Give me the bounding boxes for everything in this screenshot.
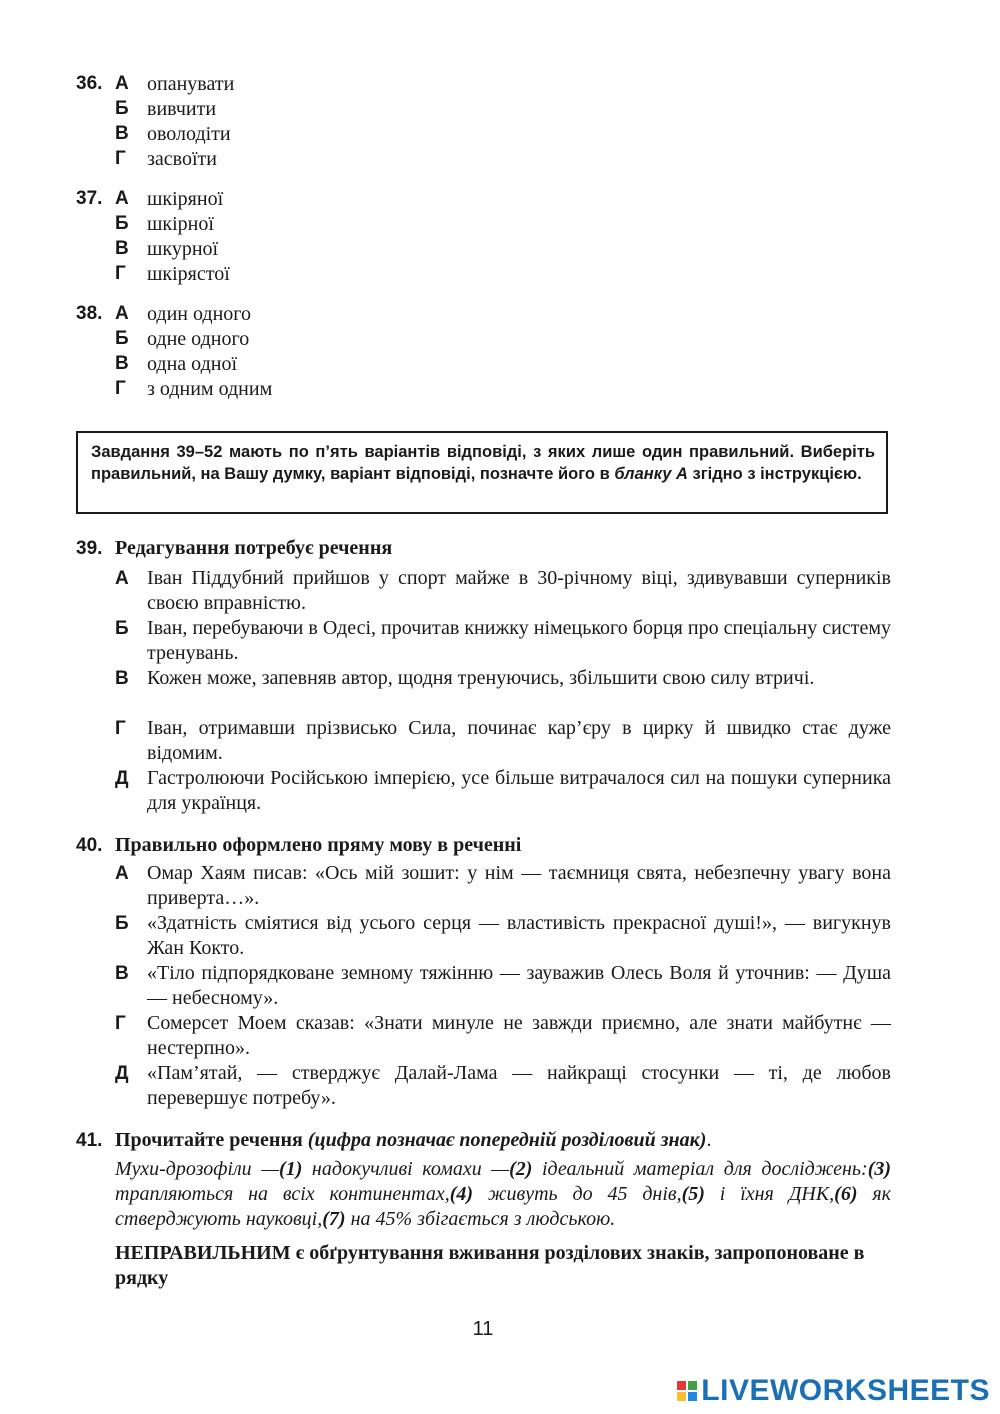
option-text: Гастролюючи Російською імперією, усе більше витрачалося сил на пошуки суперника для українця. bbox=[147, 767, 891, 814]
sentence-part: і їхня ДНК, bbox=[704, 1183, 835, 1205]
sentence-part: ідеальний матеріал для досліджень: bbox=[532, 1158, 868, 1180]
option-text: «Пам’ятай, — стверджує Далай-Лама — найкращі стосунки — ті, де любов перевершує потребу». bbox=[147, 1062, 891, 1109]
task-upper: НЕПРАВИЛЬНИМ bbox=[115, 1242, 291, 1264]
option-text: Кожен може, запевняв автор, щодня тренуючись, збільшити свою силу втричі. bbox=[147, 667, 815, 689]
option-text: опанувати bbox=[147, 73, 235, 95]
option-letter: А bbox=[115, 73, 129, 94]
option-text: оволодіти bbox=[147, 123, 231, 145]
instruction-part1: Завдання 39–52 мають по п’ять варіантів відповіді, з яких лише один правильний. Виберіть правильний, на Вашу думку, варіант відповіді, позначте його в bbox=[91, 443, 875, 483]
option-letter: Г bbox=[115, 1013, 126, 1034]
logo-square bbox=[688, 1381, 697, 1390]
option-text: шкурної bbox=[147, 238, 219, 260]
instruction-box bbox=[76, 431, 888, 514]
sentence-part: надокучливі комахи — bbox=[302, 1158, 510, 1180]
task-rest: є обґрунтування вживання розділових знаків, запропоноване в рядку bbox=[115, 1242, 865, 1289]
sentence-mark: (3) bbox=[867, 1158, 892, 1180]
question-41-stem bbox=[115, 1128, 891, 1153]
option-letter: А bbox=[115, 863, 129, 884]
question-41-stem-end: . bbox=[706, 1129, 712, 1151]
question-41-number: 41. bbox=[76, 1130, 103, 1151]
option-text: Сомерсет Моем сказав: «Знати минуле не завжди приємно, але знати майбутнє — нестерпно». bbox=[147, 1012, 891, 1059]
option-text: «Здатність сміятися від усього серця — властивість прекрасної душі!», — вигукнув Жан Кокто. bbox=[147, 912, 891, 959]
sentence-part: як стверджують науковці, bbox=[115, 1183, 892, 1230]
option-text: вивчити bbox=[147, 98, 217, 120]
option-letter: А bbox=[115, 188, 129, 209]
sentence-part: на 45% збігається з людською. bbox=[345, 1208, 616, 1230]
option-letter: Б bbox=[115, 913, 129, 934]
option-letter: А bbox=[115, 303, 129, 324]
sentence-mark: (1) bbox=[279, 1158, 303, 1180]
option-letter: Г bbox=[115, 378, 126, 399]
question-37-number: 37. bbox=[76, 188, 103, 209]
option-text: «Тіло підпорядковане земному тяжінню — зауважив Олесь Воля й уточнив: — Душа — небесному». bbox=[147, 962, 891, 1009]
option-text: засвоїти bbox=[147, 148, 217, 170]
option-text: Омар Хаям писав: «Ось мій зошит: у нім — таємниця свята, небезпечну увагу вона приверта…». bbox=[147, 862, 891, 909]
question-40-number: 40. bbox=[76, 835, 103, 856]
option-letter: Б bbox=[115, 213, 129, 234]
question-41-sentence bbox=[115, 1157, 891, 1232]
option-letter: Г bbox=[115, 263, 126, 284]
sentence-part: живуть до 45 днів, bbox=[473, 1183, 682, 1205]
option-text: Іван Піддубний прийшов у спорт майже в 30-річному віці, здивувавши суперників своєю вправністю. bbox=[147, 567, 891, 614]
question-41-task bbox=[115, 1241, 891, 1291]
option-letter: Б bbox=[115, 618, 129, 639]
sentence-mark: (2) bbox=[509, 1158, 533, 1180]
logo-square bbox=[688, 1392, 697, 1401]
option-text: Іван, отримавши прізвисько Сила, починає кар’єру в цирку й швидко стає дуже відомим. bbox=[147, 717, 891, 764]
question-36-number: 36. bbox=[76, 73, 103, 94]
option-text: з одним одним bbox=[147, 378, 273, 400]
question-40-stem: Правильно оформлено пряму мову в реченні bbox=[115, 834, 522, 856]
option-text: Іван, перебуваючи в Одесі, прочитав книжку німецького борця про спеціальну систему тренувань. bbox=[147, 617, 891, 664]
option-text: одна одної bbox=[147, 353, 238, 375]
option-letter: Г bbox=[115, 718, 126, 739]
option-letter: Б bbox=[115, 328, 129, 349]
sentence-mark: (6) bbox=[834, 1183, 858, 1205]
logo-square bbox=[677, 1392, 686, 1401]
instruction-part2: згідно з інструкцією. bbox=[687, 465, 862, 483]
option-letter: В bbox=[115, 238, 129, 259]
sentence-mark: (7) bbox=[322, 1208, 346, 1230]
option-text: шкіряної bbox=[147, 188, 224, 210]
option-letter: В bbox=[115, 353, 129, 374]
liveworksheets-brand bbox=[677, 1374, 990, 1408]
instruction-italic: бланку А bbox=[614, 465, 688, 483]
question-39-stem: Редагування потребує речення bbox=[115, 537, 393, 559]
option-letter: Д bbox=[115, 768, 129, 789]
option-letter: Д bbox=[115, 1063, 129, 1084]
option-letter: В bbox=[115, 963, 129, 984]
option-text: один одного bbox=[147, 303, 252, 325]
logo-square bbox=[677, 1381, 686, 1390]
sentence-mark: (5) bbox=[681, 1183, 705, 1205]
option-text: шкірної bbox=[147, 213, 214, 235]
option-text: шкірястої bbox=[147, 263, 230, 285]
instruction-text bbox=[91, 441, 875, 485]
option-letter: Б bbox=[115, 98, 129, 119]
option-letter: В bbox=[115, 668, 129, 689]
page-number: 11 bbox=[472, 1318, 494, 1340]
option-letter: А bbox=[115, 568, 129, 589]
option-letter: В bbox=[115, 123, 129, 144]
liveworksheets-wordmark: LIVEWORKSHEETS bbox=[701, 1374, 990, 1407]
question-39-number: 39. bbox=[76, 538, 103, 559]
question-38-number: 38. bbox=[76, 303, 103, 324]
option-text: одне одного bbox=[147, 328, 250, 350]
sentence-mark: (4) bbox=[449, 1183, 474, 1205]
option-letter: Г bbox=[115, 148, 126, 169]
sentence-part: трапляються на всіх континентах, bbox=[115, 1183, 450, 1205]
liveworksheets-logo-icon bbox=[677, 1381, 697, 1401]
question-41-stem-italic: (цифра позначає попередній розділовий знак) bbox=[307, 1129, 707, 1151]
sentence-part: Мухи-дрозофіли — bbox=[115, 1158, 280, 1180]
question-41-stem-main: Прочитайте речення bbox=[115, 1129, 308, 1151]
